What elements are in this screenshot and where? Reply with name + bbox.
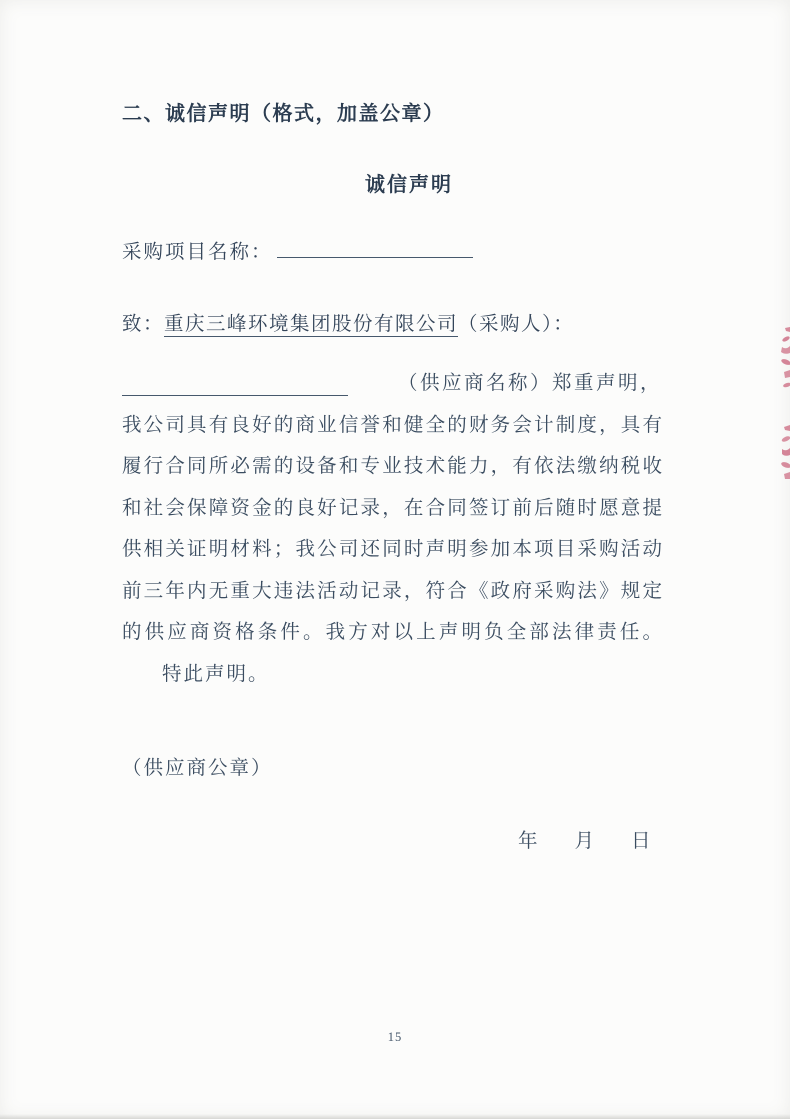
buyer-company-name: 重庆三峰环境集团股份有限公司 (164, 314, 459, 335)
section-heading: 二、诚信声明（格式，加盖公章） (122, 103, 445, 125)
body-line: 的供应商资格条件。我方对以上声明负全部法律责任。 (122, 622, 662, 643)
supplier-name-blank (122, 375, 348, 396)
body-closing-line: 特此声明。 (162, 663, 270, 685)
red-seal-fragment-icon (776, 327, 790, 389)
body-line: 前三年内无重大违法活动记录，符合《政府采购法》规定 (122, 580, 662, 602)
addressee-line (122, 308, 574, 336)
body-line: 和社会保障资金的良好记录，在合同签订前后随时愿意提 (122, 497, 662, 519)
buyer-suffix: （采购人）： (458, 314, 575, 335)
to-label: 致： (122, 314, 165, 335)
project-name-label: 采购项目名称： (122, 242, 273, 263)
declaration-body (122, 363, 662, 695)
date-year-label: 年 (518, 831, 538, 852)
document-title: 诚信声明 (365, 174, 453, 196)
date-line (518, 825, 651, 853)
red-seal-fragment-icon (776, 425, 790, 481)
project-name-blank (277, 237, 473, 258)
body-line-supplier-text: （供应商名称）郑重声明， (397, 373, 662, 394)
date-day-label: 日 (631, 831, 651, 852)
body-line: 履行合同所必需的设备和专业技术能力，有依法缴纳税收 (122, 456, 662, 477)
project-name-line (122, 236, 473, 264)
date-month-label: 月 (574, 831, 595, 852)
body-line-supplier (122, 363, 662, 405)
body-line: 供相关证明材料；我公司还同时声明参加本项目采购活动 (122, 539, 662, 560)
supplier-seal-label: （供应商公章） (122, 758, 273, 779)
page-number: 15 (387, 1030, 403, 1044)
body-line: 我公司具有良好的商业信誉和健全的财务会计制度，具有 (122, 414, 662, 436)
